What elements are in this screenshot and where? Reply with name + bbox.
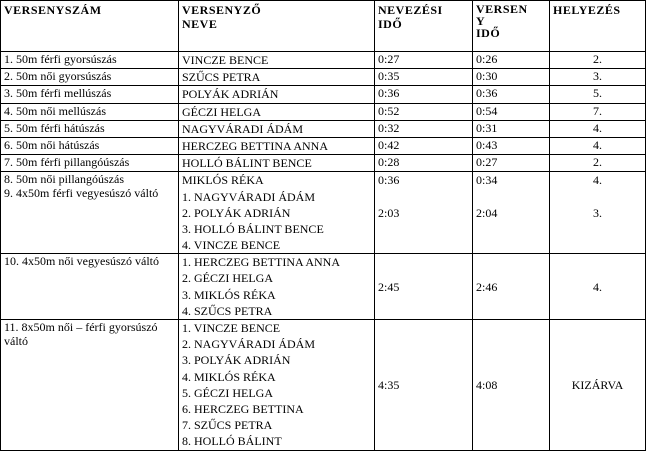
swimmer-name: 3. POLYÁK ADRIÁN: [182, 353, 291, 368]
header-place: HELYEZÉS: [550, 1, 646, 52]
swimmer-cell: [179, 120, 375, 137]
entry-time: 2:03: [378, 205, 400, 220]
event-cell: 10. 4x50m női vegyesúszó váltó: [1, 254, 179, 320]
table-row: [1, 320, 646, 451]
swimmer-name: 1. NAGYVÁRADI ÁDÁM: [182, 189, 315, 204]
place-cell: 7.: [550, 103, 646, 120]
swimmer-name: 8. HOLLÓ BÁLINT: [182, 434, 282, 449]
event-cell: 7. 50m férfi pillangóúszás: [1, 155, 179, 172]
place-cell: 4.: [550, 254, 646, 320]
race-time-cell: 0:27: [473, 155, 550, 172]
swimmer-cell: [179, 254, 375, 320]
place-cell: 4.: [550, 120, 646, 137]
race-time-cell: 0:30: [473, 69, 550, 86]
swimmer-name: 4. VINCZE BENCE: [182, 238, 281, 253]
swimmer-cell: [179, 69, 375, 86]
table-row: [1, 254, 646, 320]
event-cell: 6. 50m női hátúszás: [1, 137, 179, 154]
place-cell: 2.: [550, 155, 646, 172]
entry-time-cell: 0:35: [375, 69, 473, 86]
swimmer-name: GÉCZI HELGA: [182, 104, 261, 119]
swimmer-name: 1. VINCZE BENCE: [182, 321, 281, 335]
event-cell: 2. 50m női gyorsúszás: [1, 69, 179, 86]
swimmer-name: 4. MIKLÓS RÉKA: [182, 369, 276, 384]
place-cell: 3.: [550, 69, 646, 86]
swimmer-name: HOLLÓ BÁLINT BENCE: [182, 156, 312, 171]
race-time: 2:04: [476, 205, 498, 220]
spacer: [378, 189, 469, 205]
table-row: [1, 86, 646, 103]
event-cell: 3. 50m férfi mellúszás: [1, 86, 179, 103]
swimmer-cell: [179, 86, 375, 103]
swimmer-name: 2. NAGYVÁRADI ÁDÁM: [182, 337, 315, 352]
entry-time-cell: [375, 172, 473, 254]
race-time-cell: 2:46: [473, 254, 550, 320]
race-time-cell: 0:54: [473, 103, 550, 120]
entry-time-cell: 4:35: [375, 320, 473, 451]
swimmer-name: 1. HERCZEG BETTINA ANNA: [182, 255, 340, 270]
table-row: [1, 172, 646, 254]
entry-time-cell: 0:52: [375, 103, 473, 120]
swimmer-cell: [179, 320, 375, 451]
swimmer-name: 7. SZŰCS PETRA: [182, 418, 273, 433]
place-cell: KIZÁRVA: [550, 320, 646, 451]
place-cell: 2.: [550, 52, 646, 69]
swimmer-name: VINCZE BENCE: [182, 53, 269, 67]
swimmer-name: 3. MIKLÓS RÉKA: [182, 287, 276, 302]
entry-time-cell: 0:27: [375, 52, 473, 69]
spacer: [476, 189, 546, 205]
header-event: VERSENYSZÁM: [1, 1, 179, 52]
swimmer-cell: [179, 103, 375, 120]
event-cell: 8. 50m női pillangóúszás 9. 4x50m férfi vegyesúszó váltó: [1, 172, 179, 254]
table-row: [1, 155, 646, 172]
race-time-cell: 4:08: [473, 320, 550, 451]
place-cell: [550, 172, 646, 254]
place: 3.: [593, 205, 602, 220]
table-row: [1, 69, 646, 86]
swimmer-cell: [179, 172, 375, 254]
swimmer-name: MIKLÓS RÉKA: [182, 173, 264, 188]
swimmer-name: 3. HOLLÓ BÁLINT BENCE: [182, 221, 324, 236]
swimmer-cell: [179, 155, 375, 172]
place-cell: 4.: [550, 137, 646, 154]
swimmer-name: 4. SZŰCS PETRA: [182, 303, 273, 318]
swimmer-cell: [179, 52, 375, 69]
swimmer-name: HERCZEG BETTINA ANNA: [182, 138, 328, 153]
place: 4.: [593, 173, 602, 188]
swimmer-name: 5. GÉCZI HELGA: [182, 385, 273, 400]
header-row: [1, 1, 646, 52]
event-cell: 4. 50m női mellúszás: [1, 103, 179, 120]
race-time: 0:34: [476, 173, 498, 188]
table-row: [1, 120, 646, 137]
swimmer-name: 2. POLYÁK ADRIÁN: [182, 205, 291, 220]
place-cell: 5.: [550, 86, 646, 103]
race-time-cell: 0:26: [473, 52, 550, 69]
race-time-cell: 0:31: [473, 120, 550, 137]
swimmer-name: 2. GÉCZI HELGA: [182, 271, 273, 286]
event-cell: 11. 8x50m női – férfi gyorsúszó váltó: [1, 320, 179, 451]
swimmer-name: POLYÁK ADRIÁN: [182, 87, 279, 102]
swimmer-name: 6. HERCZEG BETTINA: [182, 401, 304, 416]
event-cell: 5. 50m férfi hátúszás: [1, 120, 179, 137]
header-swimmer: VERSENYZŐ NEVE: [179, 1, 375, 52]
event-cell: 1. 50m férfi gyorsúszás: [1, 52, 179, 69]
entry-time-cell: 0:32: [375, 120, 473, 137]
spacer: [553, 189, 642, 205]
header-race-time: VERSEN Y IDŐ: [473, 1, 550, 52]
entry-time-cell: 0:42: [375, 137, 473, 154]
race-time-cell: 0:43: [473, 137, 550, 154]
table-row: [1, 137, 646, 154]
entry-time-cell: 0:36: [375, 86, 473, 103]
race-time-cell: 0:36: [473, 86, 550, 103]
entry-time-cell: 0:28: [375, 155, 473, 172]
table-row: [1, 103, 646, 120]
entry-time: 0:36: [378, 173, 400, 188]
race-time-cell: [473, 172, 550, 254]
header-entry-time: NEVEZÉSI IDŐ: [375, 1, 473, 52]
entry-time-cell: 2:45: [375, 254, 473, 320]
swimmer-name: SZŰCS PETRA: [182, 70, 261, 85]
swimmer-name: NAGYVÁRADI ÁDÁM: [182, 121, 303, 136]
swimmer-cell: [179, 137, 375, 154]
table-row: [1, 52, 646, 69]
